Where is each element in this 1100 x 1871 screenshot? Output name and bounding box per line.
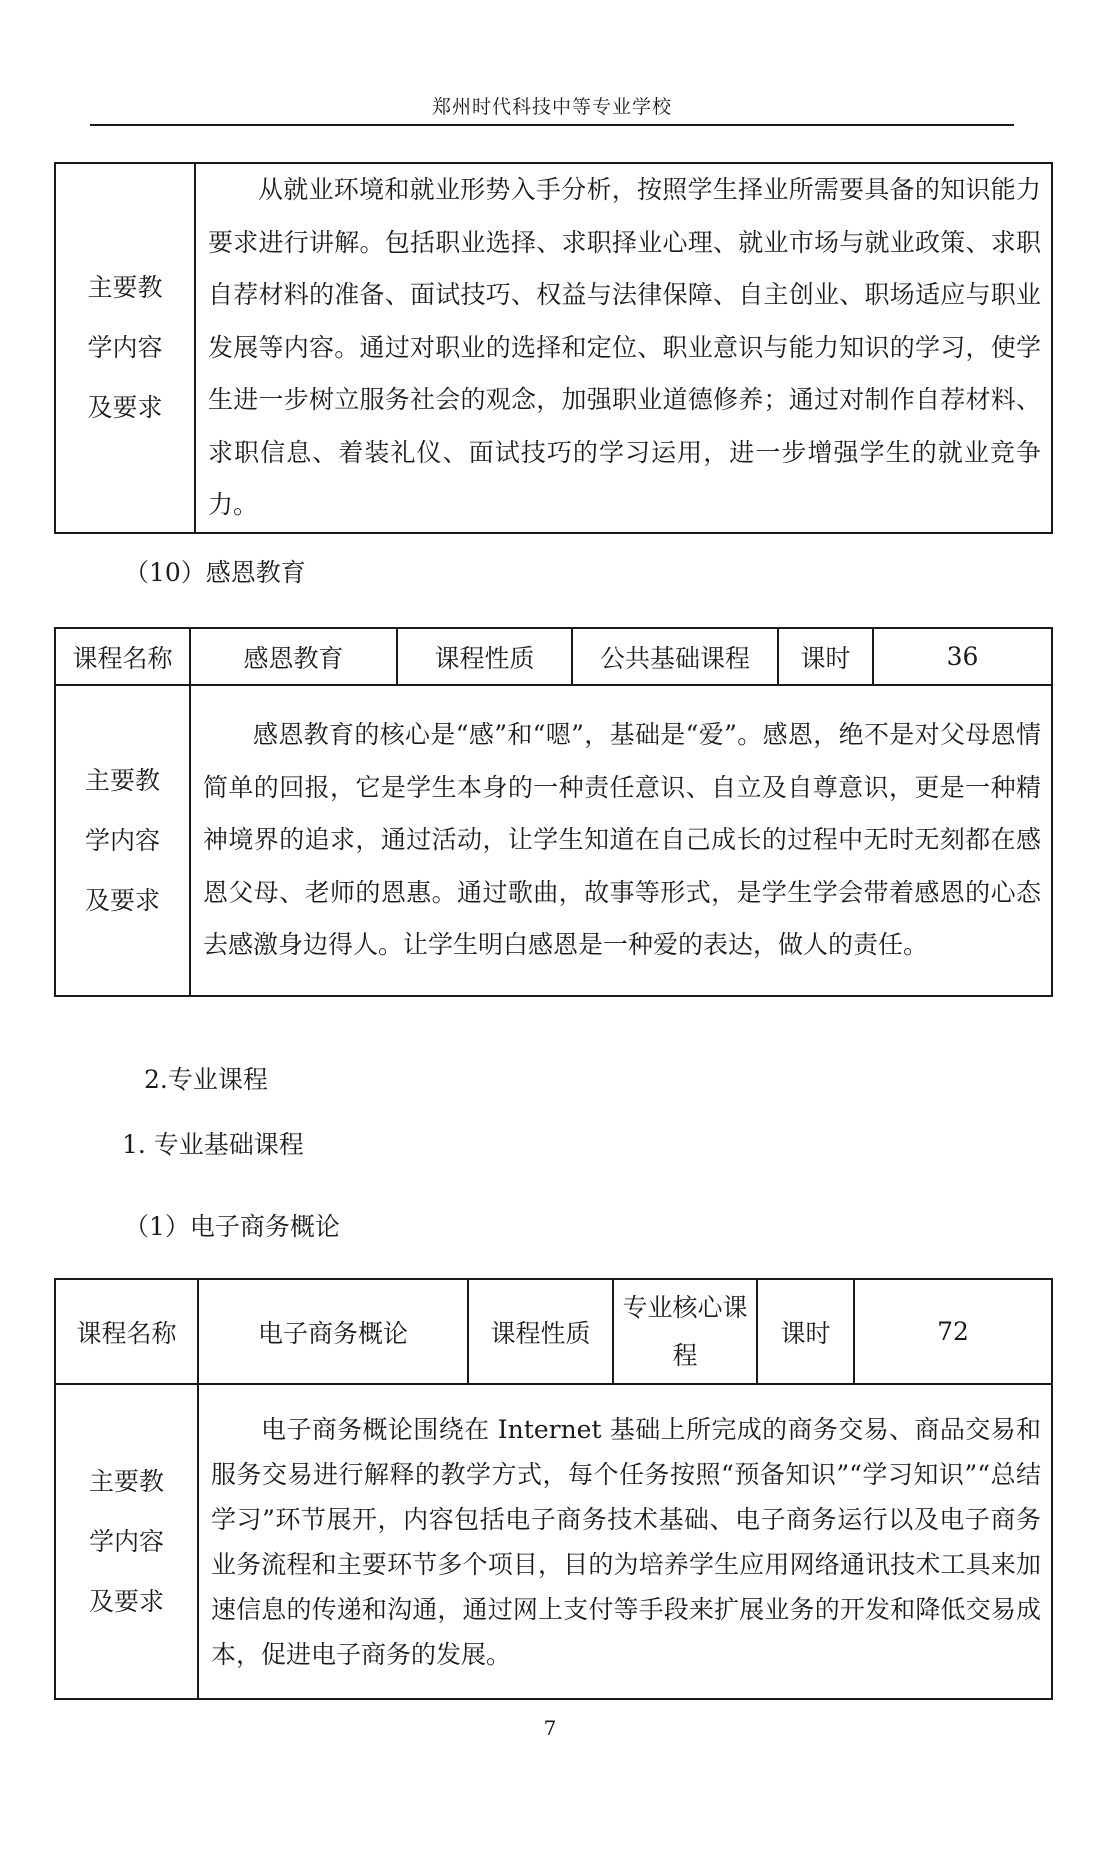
ecommerce-content-cell xyxy=(198,1384,1052,1699)
course-name-label: 课程名称 xyxy=(55,628,190,685)
career-course-table xyxy=(54,162,1053,534)
course-hours-value: 72 xyxy=(854,1279,1052,1384)
ecommerce-content-row xyxy=(55,1384,1052,1699)
page-number: 7 xyxy=(543,1716,557,1740)
gratitude-info-row xyxy=(55,628,1052,685)
gratitude-content-row xyxy=(55,685,1052,996)
course-name-value: 电子商务概论 xyxy=(198,1279,468,1384)
ecommerce-content-label: 主要教 学内容 及要求 xyxy=(55,1384,198,1699)
page-header-school-name: 郑州时代科技中等专业学校 xyxy=(431,96,672,118)
course-nature-label: 课程性质 xyxy=(397,628,572,685)
course-hours-value: 36 xyxy=(873,628,1052,685)
gratitude-content-cell xyxy=(190,685,1052,996)
section-heading-gratitude: （10）感恩教育 xyxy=(124,558,306,587)
header-rule xyxy=(90,124,1014,126)
ecommerce-course-table xyxy=(54,1278,1053,1700)
section-heading-professional: 2.专业课程 xyxy=(144,1065,268,1094)
course-nature-label: 课程性质 xyxy=(468,1279,613,1384)
career-content-cell xyxy=(195,163,1052,533)
course-nature-value: 专业核心课 程 xyxy=(613,1279,757,1384)
section-heading-basic: 1. 专业基础课程 xyxy=(122,1130,304,1159)
course-name-value: 感恩教育 xyxy=(190,628,397,685)
course-name-label: 课程名称 xyxy=(55,1279,198,1384)
career-content-text: 从就业环境和就业形势入手分析，按照学生择业所需要具备的知识能力要求进行讲解。包括职业选择、求职择业心理、就业市场与就业政策、求职自荐材料的准备、面试技巧、权益与法律保障、自主创业、职场适应与职业发展等内容。通过对职业的选择和定位、职业意识与能力知识的学习，使学生进一步树立服务社会的观念，加强职业道德修养；通过对制作自荐材料、求职信息、着装礼仪、面试技巧的学习运用，进一步增强学生的就业竞争力。 xyxy=(208,175,1041,519)
career-content-row xyxy=(55,163,1052,533)
gratitude-course-table xyxy=(54,627,1053,997)
course-hours-label: 课时 xyxy=(778,628,873,685)
ecommerce-content-text: 电子商务概论围绕在 Internet 基础上所完成的商务交易、商品交易和服务交易进行解释的教学方式，每个任务按照“预备知识”“学习知识”“总结学习”环节展开，内容包括电子商务技术基础、电子商务运行以及电子商务业务流程和主要环节多个项目，目的为培养学生应用网络通讯技术工具来加速信息的传递和沟通，通过网上支付等手段来扩展业务的开发和降低交易成本，促进电子商务的发展。 xyxy=(211,1414,1041,1669)
gratitude-content-text: 感恩教育的核心是“感”和“嗯”，基础是“爱”。感恩，绝不是对父母恩情简单的回报，它是学生本身的一种责任意识、自立及自尊意识，更是一种精神境界的追求，通过活动，让学生知道在自己成长的过程中无时无刻都在感恩父母、老师的恩惠。通过歌曲，故事等形式，是学生学会带着感恩的心态去感激身边得人。让学生明白感恩是一种爱的表达，做人的责任。 xyxy=(203,720,1041,960)
course-nature-value: 公共基础课程 xyxy=(572,628,778,685)
gratitude-content-label: 主要教 学内容 及要求 xyxy=(55,685,190,996)
course-hours-label: 课时 xyxy=(757,1279,854,1384)
career-content-label: 主要教 学内容 及要求 xyxy=(55,163,195,533)
section-heading-ecommerce: （1）电子商务概论 xyxy=(124,1212,340,1241)
ecommerce-info-row xyxy=(55,1279,1052,1384)
